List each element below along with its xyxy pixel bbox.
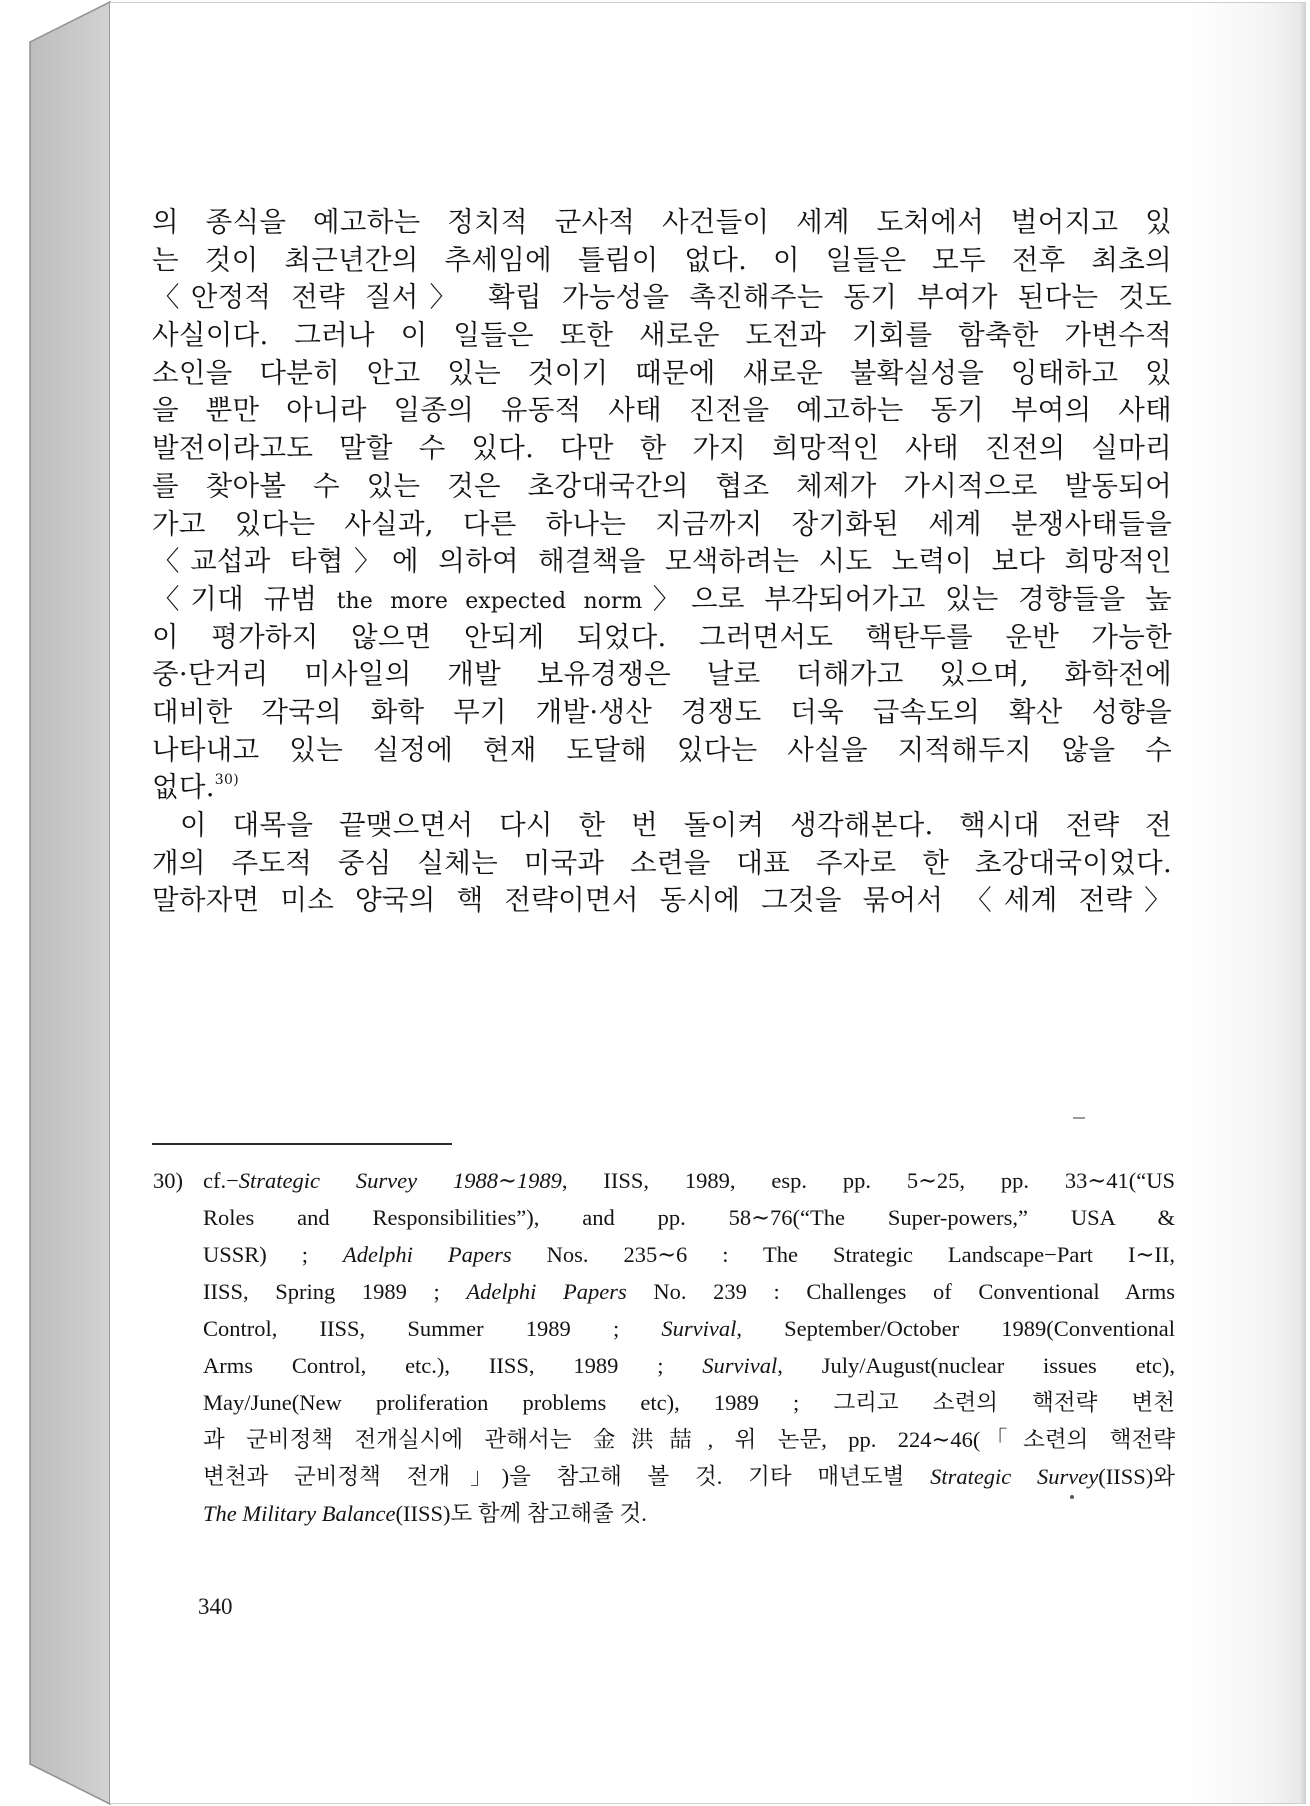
footnote-citation-title: The Military Balance (203, 1501, 396, 1526)
english-term: the more expected norm (336, 588, 643, 614)
text-line: 을 뿐만 아니라 일종의 유동적 사태 진전을 예고하는 동기 부여의 사태 (152, 394, 1172, 427)
page-edge-shadow (1300, 3, 1306, 1803)
footnote (153, 1162, 1175, 1532)
footnote-text: cf.− (203, 1168, 239, 1193)
text-line: 중·단거리 미사일의 개발 보유경쟁은 날로 더해가고 있으며, 화학전에 (152, 658, 1172, 691)
text-line: 를 찾아볼 수 있는 것은 초강대국간의 협조 체제가 가시적으로 발동되어 (152, 469, 1172, 502)
footnote-text: Nos. 235∼6 : The Strategic Landscape−Part I∼II, (511, 1242, 1175, 1267)
text-line: 이 평가하지 않으면 안되게 되었다. 그러면서도 핵탄두를 운반 가능한 (152, 620, 1172, 653)
text-line-with-english-term (152, 581, 1172, 619)
footnote-citation-title: Survival (661, 1316, 737, 1341)
footnote-line (203, 1310, 1175, 1347)
text-line: 〈교섭과 타협〉에 의하여 해결책을 모색하려는 시도 노력이 보다 희망적인 (152, 545, 1172, 578)
footnote-body (203, 1162, 1175, 1532)
footnote-text: , IISS, 1989, esp. pp. 5∼25, pp. 33∼41(“US (561, 1168, 1175, 1193)
footnote-line (203, 1495, 1175, 1532)
page-number: 340 (198, 1594, 233, 1619)
scan-artifact-mark (1073, 1117, 1085, 1119)
main-body-text (152, 204, 1172, 920)
footnote-line (203, 1458, 1175, 1495)
footnote-text: USSR) ; (203, 1242, 343, 1267)
footnote-separator (152, 1143, 452, 1145)
footnote-number: 30) (153, 1168, 183, 1193)
text-fragment: 〈기대 규범 (152, 582, 318, 615)
book-side-shape (0, 0, 112, 1806)
book-spine-side (0, 0, 112, 1806)
footnote-citation-title: Adelphi Papers (466, 1279, 627, 1304)
footnote-line (203, 1162, 1175, 1199)
footnote-citation-title: Strategic Survey (930, 1464, 1099, 1489)
text-line: 이 대목을 끝맺으면서 다시 한 번 돌이켜 생각해본다. 핵시대 전략 전 (180, 809, 1172, 841)
text-line: 〈안정적 전략 질서〉 확립 가능성을 촉진해주는 동기 부여가 된다는 것도 (152, 281, 1172, 314)
footnote-text: Arms Control, etc.), IISS, 1989 ; (203, 1353, 703, 1378)
footnote-reference: 30) (214, 772, 239, 789)
footnote-citation-title: Strategic Survey 1988∼1989 (238, 1168, 562, 1193)
footnote-line: 과 군비정책 전개실시에 관해서는 金洪喆, 위 논문, pp. 224∼46(「소련의 핵전략 (203, 1427, 1175, 1452)
footnote-line (203, 1273, 1175, 1310)
footnote-line (203, 1236, 1175, 1273)
paragraph-end-line (152, 769, 1172, 807)
text-line: 발전이라고도 말할 수 있다. 다만 한 가지 희망적인 사태 진전의 실마리 (152, 432, 1172, 465)
footnote-text: 변천과 군비정책 전개」)을 참고해 볼 것. 기타 매년도별 (203, 1464, 931, 1489)
footnote-line: Roles and Responsibilities”), and pp. 58∼76(“The Super-powers,” USA & (203, 1205, 1175, 1230)
footnote-citation-title: Survival (702, 1353, 778, 1378)
footnote-citation-title: Adelphi Papers (342, 1242, 512, 1267)
scan-artifact-dot (1070, 1495, 1074, 1499)
footnote-text: , September/October 1989(Conventional (736, 1316, 1175, 1341)
footnote-text: (IISS)와 (1098, 1464, 1175, 1489)
footnote-text: Control, IISS, Summer 1989 ; (203, 1316, 662, 1341)
text-line: 말하자면 미소 양국의 핵 전략이면서 동시에 그것을 묶어서 〈세계 전략〉 (152, 884, 1172, 917)
text-line: 는 것이 최근년간의 추세임에 틀림이 없다. 이 일들은 모두 전후 최초의 (152, 243, 1172, 276)
text-line: 나타내고 있는 실정에 현재 도달해 있다는 사실을 지적해두지 않을 수 (152, 733, 1172, 766)
text-fragment: 〉으로 부각되어가고 있는 경향들을 높 (642, 582, 1172, 615)
text-line: 의 종식을 예고하는 정치적 군사적 사건들이 세계 도처에서 벌어지고 있 (152, 206, 1172, 238)
footnote-text: (IISS)도 함께 참고해줄 것. (395, 1501, 647, 1526)
footnote-text: , July/August(nuclear issues etc), (777, 1353, 1175, 1378)
footnote-line: May/June(New proliferation problems etc), 1989 ; 그리고 소련의 핵전략 변천 (203, 1390, 1175, 1415)
text-line: 사실이다. 그러나 이 일들은 또한 새로운 도전과 기회를 함축한 가변수적 (152, 319, 1172, 352)
text-fragment: 없다. (152, 771, 215, 804)
text-line: 개의 주도적 중심 실체는 미국과 소련을 대표 주자로 한 초강대국이었다. (152, 846, 1172, 879)
text-line: 가고 있다는 사실과, 다른 하나는 지금까지 장기화된 세계 분쟁사태들을 (152, 507, 1172, 540)
footnote-text: No. 239 : Challenges of Conventional Arms (626, 1279, 1175, 1304)
footnote-line (203, 1347, 1175, 1384)
text-line: 소인을 다분히 안고 있는 것이기 때문에 새로운 불확실성을 잉태하고 있 (152, 356, 1172, 389)
footnote-text: IISS, Spring 1989 ; (203, 1279, 467, 1304)
text-line: 대비한 각국의 화학 무기 개발·생산 경쟁도 더욱 급속도의 확산 성향을 (152, 695, 1172, 728)
